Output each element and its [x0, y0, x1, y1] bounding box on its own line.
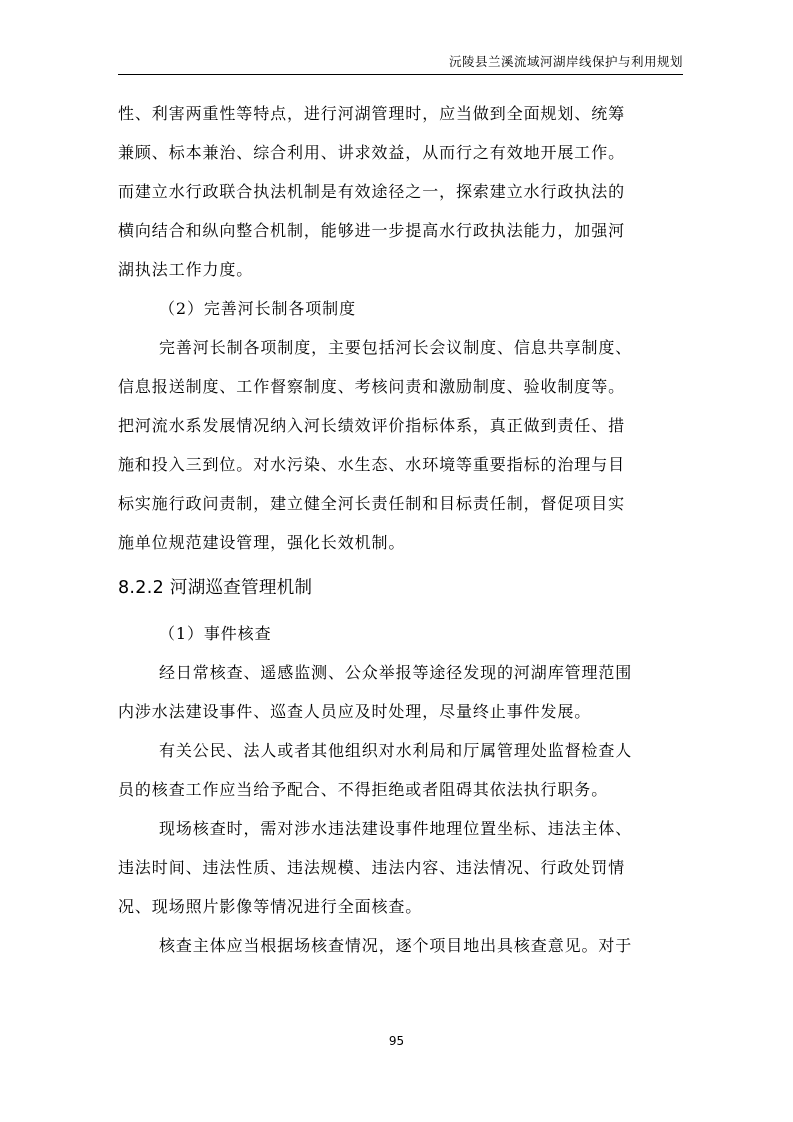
text-line: 施和投入三到位。对水污染、水生态、水环境等重要指标的治理与目 — [118, 455, 626, 474]
text-line: 而建立水行政联合执法机制是有效途径之一，探索建立水行政执法的 — [118, 182, 626, 201]
text-line: 经日常核查、遥感监测、公众举报等途径发现的河湖库管理范围 — [159, 663, 633, 682]
paragraph-event-discovery — [118, 653, 693, 731]
paragraph-cooperation — [118, 731, 693, 809]
text-line: 完善河长制各项制度，主要包括河长会议制度、信息共享制度、 — [159, 338, 633, 357]
paragraph-verification-opinion — [118, 926, 693, 965]
section-heading-8-2-2: 8.2.2 河湖巡查管理机制 — [118, 578, 313, 598]
page-header — [118, 40, 683, 75]
text-line: 内涉水法建设事件、巡查人员应及时处理，尽量终止事件发展。 — [118, 702, 592, 721]
paragraph-joint-enforcement — [118, 94, 693, 289]
paragraph-onsite-verification — [118, 809, 693, 926]
subheading-river-chief-system: （2）完善河长制各项制度 — [159, 299, 356, 318]
text-line: 现场核查时，需对涉水违法建设事件地理位置坐标、违法主体、 — [159, 819, 633, 838]
text-line: 横向结合和纵向整合机制，能够进一步提高水行政执法能力，加强河 — [118, 221, 626, 240]
page-number: 95 — [388, 1034, 405, 1048]
text-line: 施单位规范建设管理，强化长效机制。 — [118, 533, 406, 552]
text-line: 违法时间、违法性质、违法规模、违法内容、违法情况、行政处罚情 — [118, 858, 626, 877]
text-line: 况、现场照片影像等情况进行全面核查。 — [118, 897, 423, 916]
text-line: 核查主体应当根据场核查情况，逐个项目地出具核查意见。对于 — [159, 936, 633, 955]
text-line: 性、利害两重性等特点，进行河湖管理时，应当做到全面规划、统筹 — [118, 104, 626, 123]
text-line: 把河流水系发展情况纳入河长绩效评价指标体系，真正做到责任、措 — [118, 416, 626, 435]
text-line: 标实施行政问责制，建立健全河长责任制和目标责任制，督促项目实 — [118, 494, 626, 513]
text-line: 员的核查工作应当给予配合、不得拒绝或者阻碍其依法执行职务。 — [118, 780, 609, 799]
subheading-event-verification: （1）事件核查 — [159, 624, 272, 643]
paragraph-river-chief-system — [118, 328, 693, 562]
text-line: 湖执法工作力度。 — [118, 260, 254, 279]
text-line: 兼顾、标本兼治、综合利用、讲求效益，从而行之有效地开展工作。 — [118, 143, 626, 162]
text-line: 有关公民、法人或者其他组织对水利局和厅属管理处监督检查人 — [159, 741, 633, 760]
document-title: 沅陵县兰溪流域河湖岸线保护与利用规划 — [448, 54, 683, 69]
page-body — [118, 94, 693, 965]
text-line: 信息报送制度、工作督察制度、考核问责和激励制度、验收制度等。 — [118, 377, 626, 396]
